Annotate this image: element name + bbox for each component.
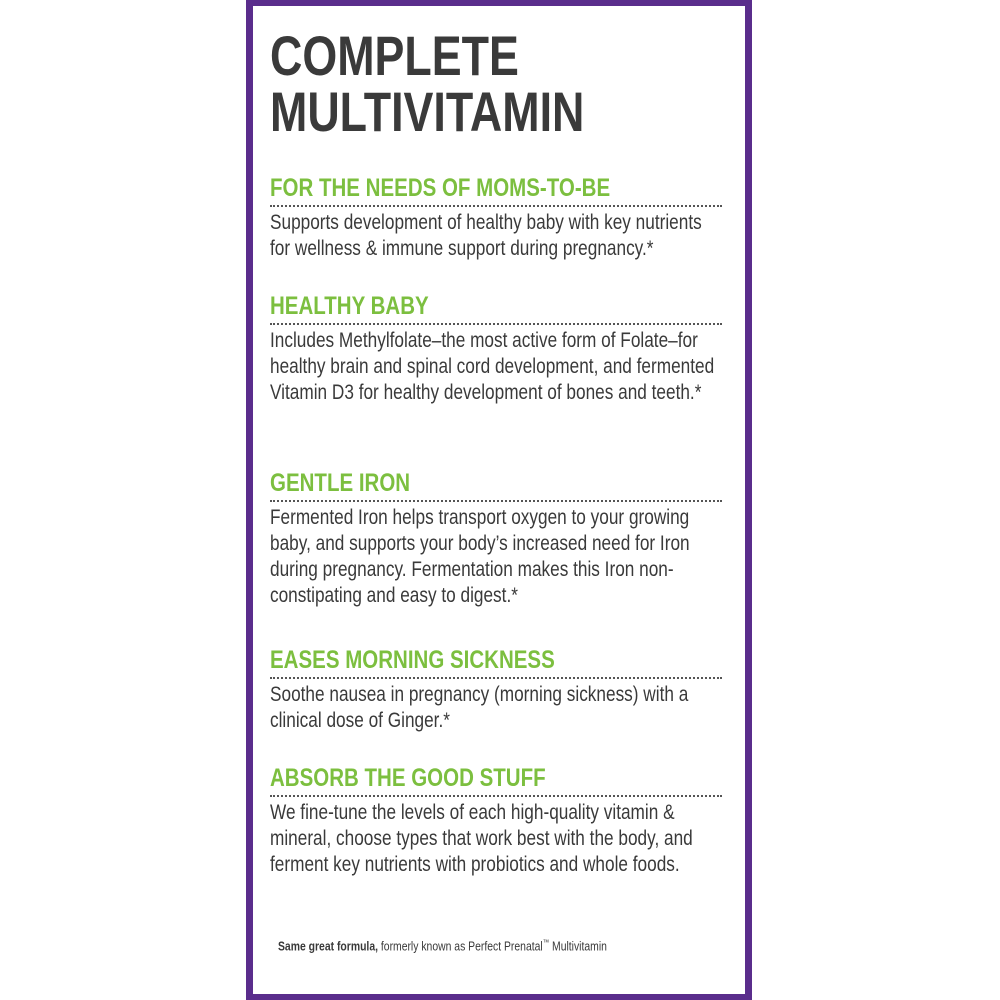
page-title (270, 24, 638, 143)
section-morning-sickness (270, 646, 730, 734)
section-heading: HEALTHY BABY (270, 292, 429, 320)
footnote (278, 938, 607, 953)
section-heading: EASES MORNING SICKNESS (270, 646, 555, 674)
section-absorb (270, 764, 730, 878)
footnote-text: formerly known as Perfect Prenatal (378, 938, 543, 954)
title-line-2: MULTIVITAMIN (270, 80, 585, 143)
dotted-divider (270, 323, 722, 325)
section-heading: ABSORB THE GOOD STUFF (270, 764, 546, 792)
dotted-divider (270, 205, 722, 207)
title-line-1: COMPLETE (270, 24, 519, 87)
section-heading: GENTLE IRON (270, 469, 411, 497)
section-body: Supports development of healthy baby with key nutrients for wellness & immune support during pregnancy.* (270, 211, 702, 260)
section-heading: FOR THE NEEDS OF MOMS-TO-BE (270, 174, 611, 202)
section-body: We fine-tune the levels of each high-quality vitamin & mineral, choose types that work best with the body, and ferment key nutrients with probiotics and whole foods. (270, 801, 693, 876)
footnote-bold: Same great formula, (278, 938, 378, 954)
section-body: Fermented Iron helps transport oxygen to your growing baby, and supports your body’s increased need for Iron during pregnancy. Fermentation makes this Iron non-constipating and easy to digest.* (270, 506, 690, 607)
section-body: Soothe nausea in pregnancy (morning sickness) with a clinical dose of Ginger.* (270, 683, 689, 732)
footnote-suffix: Multivitamin (549, 938, 607, 954)
dotted-divider (270, 795, 722, 797)
panel-content (270, 24, 730, 876)
product-info-panel (246, 0, 752, 1000)
section-healthy-baby (270, 292, 730, 406)
dotted-divider (270, 677, 722, 679)
section-moms-to-be (270, 174, 730, 262)
section-gentle-iron (270, 469, 730, 609)
trademark-symbol: ™ (542, 938, 550, 947)
dotted-divider (270, 500, 722, 502)
section-body: Includes Methylfolate–the most active form of Folate–for healthy brain and spinal cord development, and fermented Vitamin D3 for healthy development of bones and teeth.* (270, 329, 715, 404)
